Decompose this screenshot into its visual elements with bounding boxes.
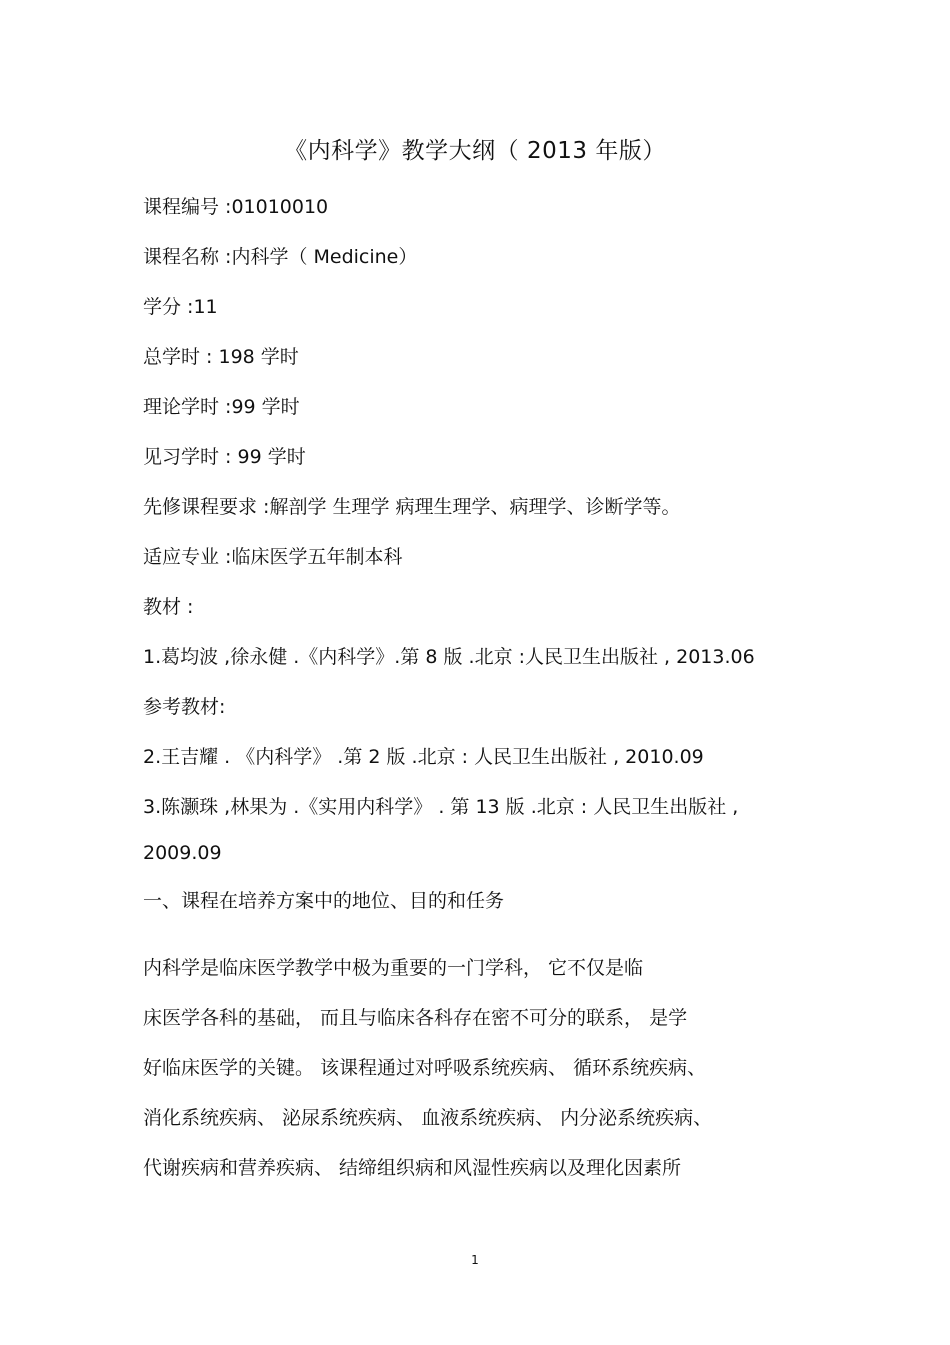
textbook-item: 1.葛均波 ,徐永健 .《内科学》.第 8 版 .北京 :人民卫生出版社 , 2013.06	[143, 646, 755, 668]
credits-line: 学分 :11	[143, 296, 218, 318]
prerequisites-line: 先修课程要求 :解剖学 生理学 病理生理学、病理学、诊断学等。	[143, 496, 681, 518]
major-line: 适应专业 :临床医学五年制本科	[143, 546, 403, 568]
section-heading: 一、课程在培养方案中的地位、目的和任务	[143, 890, 505, 912]
reference-item: 3.陈灏珠 ,林果为 .《实用内科学》 . 第 13 版 .北京 : 人民卫生出版社 ,	[143, 796, 739, 818]
textbook-heading: 教材 :	[143, 596, 194, 618]
paragraph-line: 床医学各科的基础， 而且与临床各科存在密不可分的联系， 是学	[143, 1007, 688, 1029]
paragraph-line: 内科学是临床医学教学中极为重要的一门学科， 它不仅是临	[143, 957, 644, 979]
reference-item: 2.王吉耀 . 《内科学》 .第 2 版 .北京 : 人民卫生出版社 , 2010.09	[143, 746, 704, 768]
page-number: 1	[471, 1253, 479, 1267]
reference-item-continued: 2009.09	[143, 842, 222, 864]
theory-hours-line: 理论学时 :99 学时	[143, 396, 300, 418]
document-title: 《内科学》教学大纲（ 2013 年版）	[284, 138, 666, 164]
total-hours-line: 总学时 : 198 学时	[143, 346, 299, 368]
course-code-line: 课程编号 :01010010	[143, 196, 329, 218]
reference-heading: 参考教材:	[143, 696, 226, 718]
practice-hours-line: 见习学时 : 99 学时	[143, 446, 306, 468]
paragraph-line: 消化系统疾病、 泌尿系统疾病、 血液系统疾病、 内分泌系统疾病、	[143, 1107, 713, 1129]
course-name-line: 课程名称 :内科学（ Medicine）	[143, 246, 418, 268]
paragraph-line: 代谢疾病和营养疾病、 结缔组织病和风湿性疾病以及理化因素所	[143, 1157, 682, 1179]
paragraph-line: 好临床医学的关键。 该课程通过对呼吸系统疾病、 循环系统疾病、	[143, 1057, 707, 1079]
